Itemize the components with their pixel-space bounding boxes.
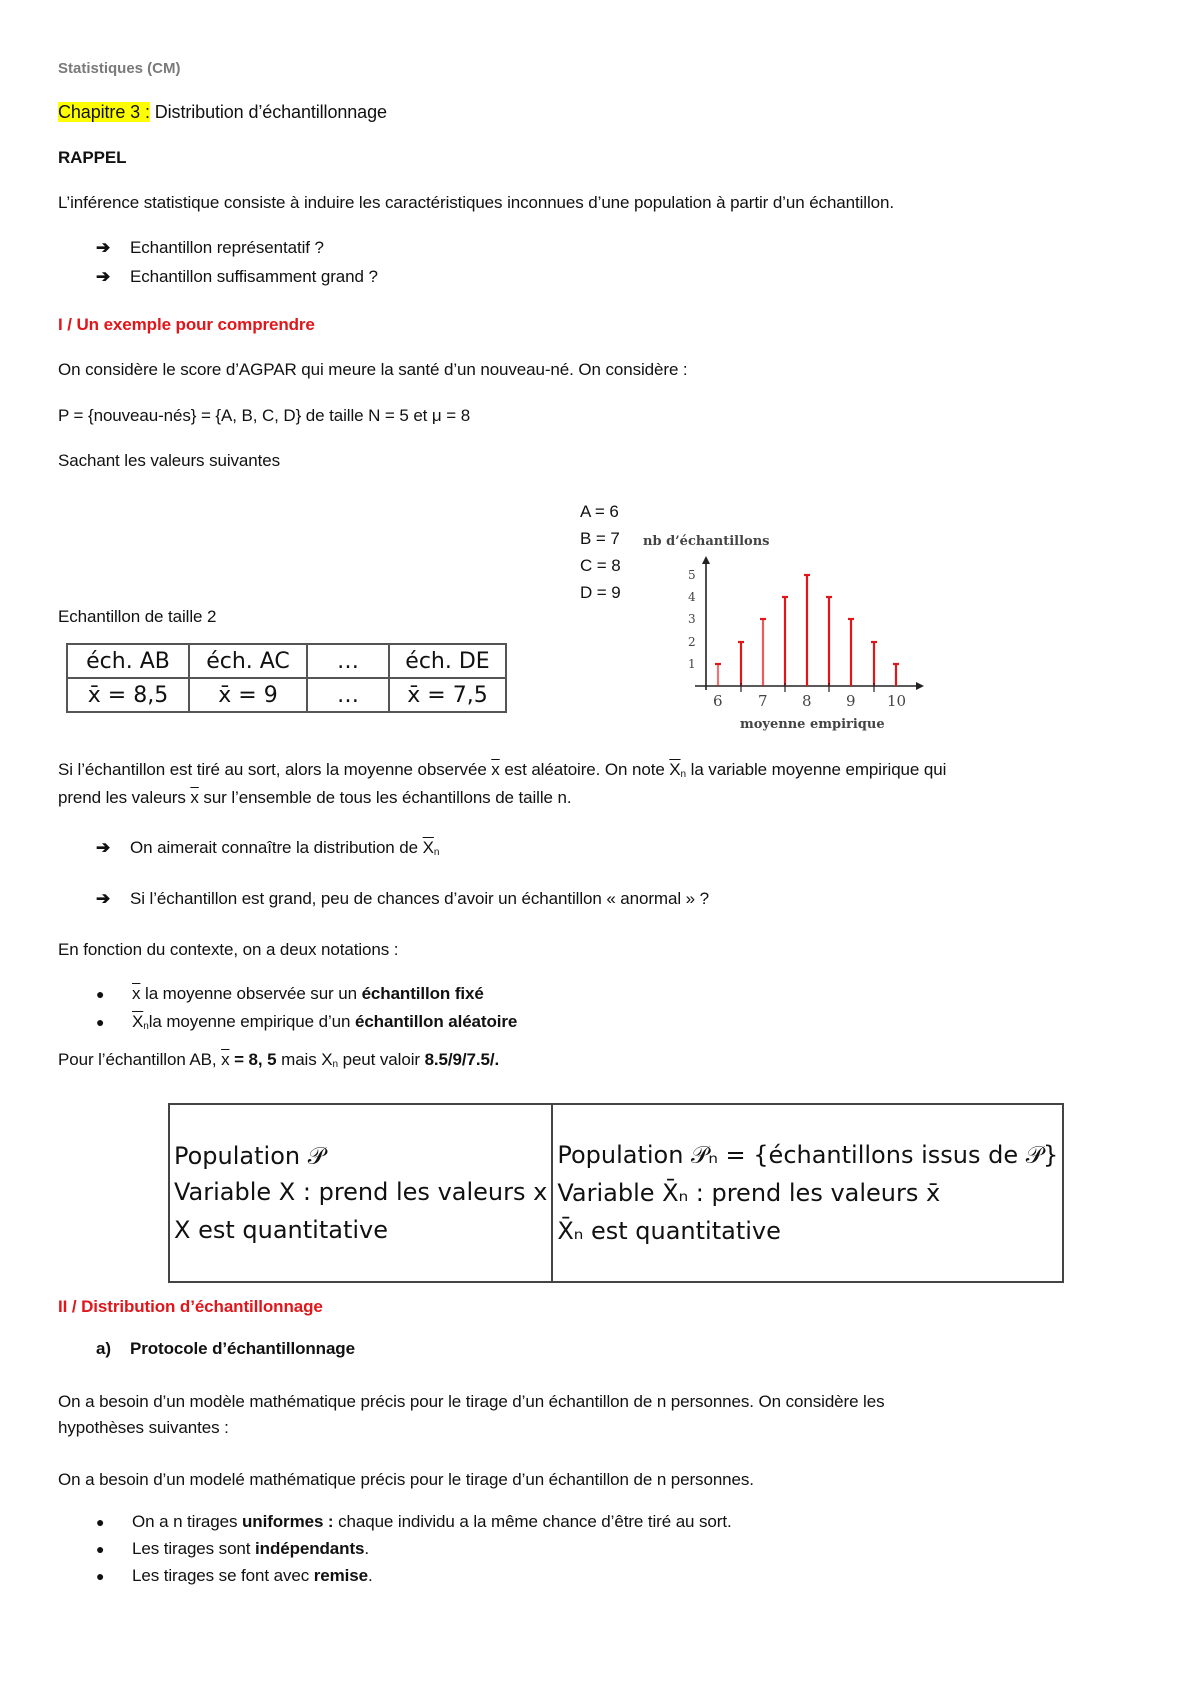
rappel-heading: RAPPEL: [58, 148, 127, 167]
value-a: A = 6: [580, 502, 619, 521]
course-header: Statistiques (CM): [58, 60, 181, 77]
comparison-table: [168, 1103, 1064, 1283]
subsection-a: a) Protocole d’échantillonnage: [96, 1339, 355, 1358]
bullet-icon: ●: [96, 986, 105, 1002]
random-mean-para-line1: Si l’échantillon est tiré au sort, alors la moyenne observée $\overline{x}$ est aléatoire. On note $\overline{X}_n$ la variable moyenne empirique qui: [58, 760, 947, 780]
bullet-icon: ●: [96, 1568, 105, 1584]
arrow-right-icon: ➔: [96, 267, 111, 286]
values-list: [580, 498, 621, 606]
section1-heading: I / Un exemple pour comprendre: [58, 315, 315, 334]
hypothesis-item: ● Les tirages sont indépendants.: [96, 1539, 369, 1558]
notation-item: ● $\overline{X}_nla$ moyenne empirique d’un échantillon aléatoire: [96, 1012, 518, 1032]
example-line: Pour l’échantillon AB, $\overline{x} = 8$, 5 mais $X_n$ peut valoir 8.5/9/7.5/.: [58, 1050, 500, 1070]
svg-text:5: 5: [688, 568, 696, 582]
rappel-arrow-item: ➔ Echantillon suffisamment grand ?: [96, 267, 378, 286]
rappel-text: L’inférence statistique consiste à induire les caractéristiques inconnues d’une population à partir d’un échantillon.: [58, 193, 894, 212]
value-c: C = 8: [580, 556, 621, 575]
population-column: Population 𝒫 Variable X : prend les valeurs x X est quantitative: [169, 1104, 552, 1282]
random-mean-para-line2: prend les valeurs $\overline{x}$ sur l’ensemble de tous les échantillons de taille n.: [58, 788, 572, 807]
stem-chart: [630, 525, 950, 735]
x-axis-arrow-icon: [916, 682, 924, 690]
chapter-title: [58, 102, 387, 123]
chart-xlabel: moyenne empirique: [740, 717, 885, 732]
svg-text:1: 1: [688, 657, 696, 671]
svg-text:4: 4: [688, 590, 696, 604]
section2-para1-line1: On a besoin d’un modèle mathématique précis pour le tirage d’un échantillon de n personnes. On considère les: [58, 1392, 885, 1411]
chapter-name: Distribution d’échantillonnage: [149, 102, 387, 122]
table-row: [169, 1104, 1063, 1282]
large-sample-arrow-item: ➔ Si l’échantillon est grand, peu de chances d’avoir un échantillon « anormal » ?: [96, 889, 709, 908]
svg-text:2: 2: [688, 635, 696, 649]
arrow-right-icon: ➔: [96, 838, 111, 857]
table-row: x̄ = 8,5 x̄ = 9 … x̄ = 7,5: [67, 678, 506, 712]
chapter-label: Chapitre 3 :: [58, 102, 150, 122]
notation-item: ● $\overline{x}$ la moyenne observée sur un échantillon fixé: [96, 984, 484, 1003]
rappel-arrow-item: ➔ Echantillon représentatif ?: [96, 238, 324, 257]
svg-text:6: 6: [713, 692, 723, 710]
chart-ylabel: nb d’échantillons: [643, 534, 770, 549]
section1-intro: On considère le score d’AGPAR qui meure la santé d’un nouveau-né. On considère :: [58, 360, 688, 379]
notations-intro: En fonction du contexte, on a deux notations :: [58, 940, 399, 959]
sample-population-column: Population 𝒫ₙ = {échantillons issus de 𝒫} Variable X̄ₙ : prend les valeurs x̄ X̄ₙ est quantitative: [552, 1104, 1063, 1282]
section2-para1-line2: hypothèses suivantes :: [58, 1418, 229, 1437]
arrow-right-icon: ➔: [96, 238, 111, 257]
value-b: B = 7: [580, 529, 620, 548]
svg-text:9: 9: [846, 692, 856, 710]
section2-para2: On a besoin d’un modelé mathématique précis pour le tirage d’un échantillon de n personnes.: [58, 1470, 754, 1489]
chart-stems: [715, 575, 899, 686]
bullet-icon: ●: [96, 1014, 105, 1030]
population-definition: P = {nouveau-nés} = {A, B, C, D} de taille N = 5 et μ = 8: [58, 406, 471, 425]
table-row: éch. AB éch. AC … éch. DE: [67, 644, 506, 678]
arrow-right-icon: ➔: [96, 889, 111, 908]
svg-text:10: 10: [887, 692, 907, 710]
value-d: D = 9: [580, 583, 621, 602]
bullet-icon: ●: [96, 1514, 105, 1530]
hypothesis-item: ● On a n tirages uniformes : chaque individu a la même chance d’être tiré au sort.: [96, 1512, 732, 1531]
section2-heading: II / Distribution d’échantillonnage: [58, 1297, 323, 1316]
distribution-arrow-item: ➔ On aimerait connaître la distribution de $\overline{X}_n$: [96, 838, 440, 858]
sample-label: Echantillon de taille 2: [58, 607, 217, 626]
svg-text:3: 3: [688, 612, 696, 626]
hypothesis-item: ● Les tirages se font avec remise.: [96, 1566, 373, 1585]
y-axis-arrow-icon: [702, 556, 710, 564]
svg-text:7: 7: [758, 692, 768, 710]
svg-text:8: 8: [802, 692, 812, 710]
values-intro: Sachant les valeurs suivantes: [58, 451, 281, 470]
sample-table: [66, 643, 507, 713]
bullet-icon: ●: [96, 1541, 105, 1557]
